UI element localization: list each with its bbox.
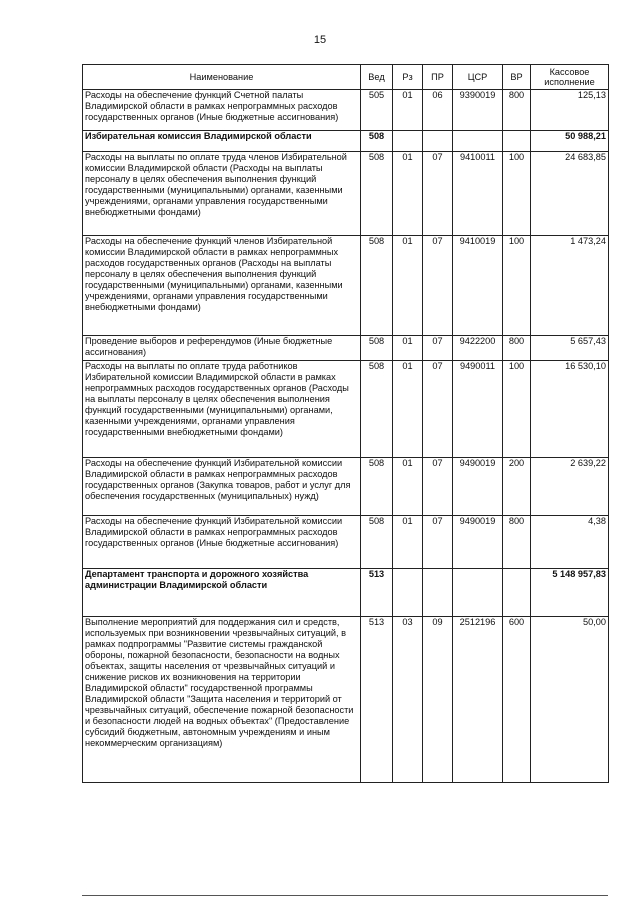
row-rz: 01	[393, 152, 423, 236]
row-pr	[423, 131, 453, 152]
table-row	[83, 361, 609, 458]
row-name: Выполнение мероприятий для поддержания сил и средств, используемых при возникновении чрезвычайных ситуаций, в рамках подпрограммы "Развитие системы гражданской обороны, пожарной безопасности, безопасности на водных объектах, защиты населения от чрезвычайных ситуаций и снижение рисков их возникновения на территории Владимирской области" государственной программы Владимирской области "Защита населения и территорий от чрезвычайных ситуаций, обеспечение пожарной безопасности и безопасности людей на водных объектах" (Предоставление субсидий бюджетным, автономным учреждениям и иным некоммерческим организациям)	[83, 617, 361, 783]
row-amount: 50 988,21	[531, 131, 609, 152]
row-csr: 9422200	[453, 336, 503, 361]
row-vr	[503, 569, 531, 617]
row-vr	[503, 131, 531, 152]
row-amount: 5 148 957,83	[531, 569, 609, 617]
page-number: 15	[313, 34, 327, 46]
row-rz: 01	[393, 236, 423, 336]
row-name: Расходы на обеспечение функций Избирательной комиссии Владимирской области в рамках непрограммных расходов государственных органов (Иные бюджетные ассигнования)	[83, 516, 361, 569]
table-row	[83, 152, 609, 236]
row-pr: 07	[423, 152, 453, 236]
table-row	[83, 516, 609, 569]
row-pr: 07	[423, 516, 453, 569]
row-amount: 16 530,10	[531, 361, 609, 458]
row-csr: 9490011	[453, 361, 503, 458]
row-amount: 4,38	[531, 516, 609, 569]
row-name: Расходы на обеспечение функций Счетной палаты Владимирской области в рамках непрограммных расходов государственных органов (Иные бюджетные ассигнования)	[83, 90, 361, 131]
header-amount: Кассовое исполнение	[531, 65, 609, 90]
row-vr: 100	[503, 236, 531, 336]
row-name: Департамент транспорта и дорожного хозяйства администрации Владимирской области	[83, 569, 361, 617]
row-name: Расходы на выплаты по оплате труда работников Избирательной комиссии Владимирской области в рамках непрограммных расходов государственных органов (Расходы на выплаты персоналу в целях обеспечения выполнения функций государственными (муниципальными) органами, казенными учреждениями, органами управления государственными внебюджетными фондами)	[83, 361, 361, 458]
row-rz: 01	[393, 516, 423, 569]
row-vr: 200	[503, 458, 531, 516]
row-vr: 800	[503, 516, 531, 569]
row-amount: 5 657,43	[531, 336, 609, 361]
row-amount: 24 683,85	[531, 152, 609, 236]
row-name: Избирательная комиссия Владимирской области	[83, 131, 361, 152]
header-name: Наименование	[83, 65, 361, 90]
row-ved: 508	[361, 152, 393, 236]
row-vr: 100	[503, 361, 531, 458]
row-rz: 01	[393, 458, 423, 516]
row-rz: 01	[393, 90, 423, 131]
row-ved: 508	[361, 336, 393, 361]
table-row	[83, 236, 609, 336]
table-row	[83, 617, 609, 783]
row-pr: 06	[423, 90, 453, 131]
row-name: Расходы на выплаты по оплате труда членов Избирательной комиссии Владимирской области (Расходы на выплаты персоналу в целях обеспечения выполнения функций государственными (муниципальными) органами, казенными учреждениями, органами управления государственными внебюджетными фондами)	[83, 152, 361, 236]
row-ved: 508	[361, 516, 393, 569]
row-ved: 505	[361, 90, 393, 131]
row-csr: 9410011	[453, 152, 503, 236]
row-csr: 2512196	[453, 617, 503, 783]
row-csr	[453, 569, 503, 617]
header-rz: Рз	[393, 65, 423, 90]
row-pr: 07	[423, 336, 453, 361]
row-pr: 07	[423, 458, 453, 516]
row-pr: 09	[423, 617, 453, 783]
row-csr	[453, 131, 503, 152]
row-rz: 01	[393, 336, 423, 361]
row-ved: 508	[361, 458, 393, 516]
row-pr: 07	[423, 361, 453, 458]
row-ved: 508	[361, 361, 393, 458]
row-vr: 800	[503, 90, 531, 131]
row-csr: 9390019	[453, 90, 503, 131]
table-row-section	[83, 131, 609, 152]
table-row	[83, 458, 609, 516]
row-csr: 9490019	[453, 458, 503, 516]
row-amount: 2 639,22	[531, 458, 609, 516]
row-pr	[423, 569, 453, 617]
row-rz: 01	[393, 361, 423, 458]
row-amount: 50,00	[531, 617, 609, 783]
budget-table	[82, 64, 609, 783]
row-name: Расходы на обеспечение функций членов Избирательной комиссии Владимирской области в рамках непрограммных расходов государственных органов (Расходы на выплаты персоналу в целях обеспечения выполнения функций государственными (муниципальными) органами, казенными учреждениями, органами управления государственными внебюджетными фондами)	[83, 236, 361, 336]
table-row	[83, 90, 609, 131]
header-pr: ПР	[423, 65, 453, 90]
row-rz: 03	[393, 617, 423, 783]
row-vr: 600	[503, 617, 531, 783]
row-csr: 9490019	[453, 516, 503, 569]
row-ved: 508	[361, 131, 393, 152]
header-ved: Вед	[361, 65, 393, 90]
header-csr: ЦСР	[453, 65, 503, 90]
row-ved: 513	[361, 617, 393, 783]
row-amount: 1 473,24	[531, 236, 609, 336]
row-name: Расходы на обеспечение функций Избирательной комиссии Владимирской области в рамках непрограммных расходов государственных органов (Закупка товаров, работ и услуг для обеспечения государственных (муниципальных) нужд)	[83, 458, 361, 516]
row-vr: 800	[503, 336, 531, 361]
row-vr: 100	[503, 152, 531, 236]
row-rz	[393, 569, 423, 617]
row-amount: 125,13	[531, 90, 609, 131]
row-rz	[393, 131, 423, 152]
row-pr: 07	[423, 236, 453, 336]
row-ved: 513	[361, 569, 393, 617]
row-name: Проведение выборов и референдумов (Иные бюджетные ассигнования)	[83, 336, 361, 361]
page-bottom-rule	[82, 895, 608, 896]
table-row	[83, 336, 609, 361]
table-row-section	[83, 569, 609, 617]
table-header-row	[83, 65, 609, 90]
header-vr: ВР	[503, 65, 531, 90]
row-csr: 9410019	[453, 236, 503, 336]
row-ved: 508	[361, 236, 393, 336]
